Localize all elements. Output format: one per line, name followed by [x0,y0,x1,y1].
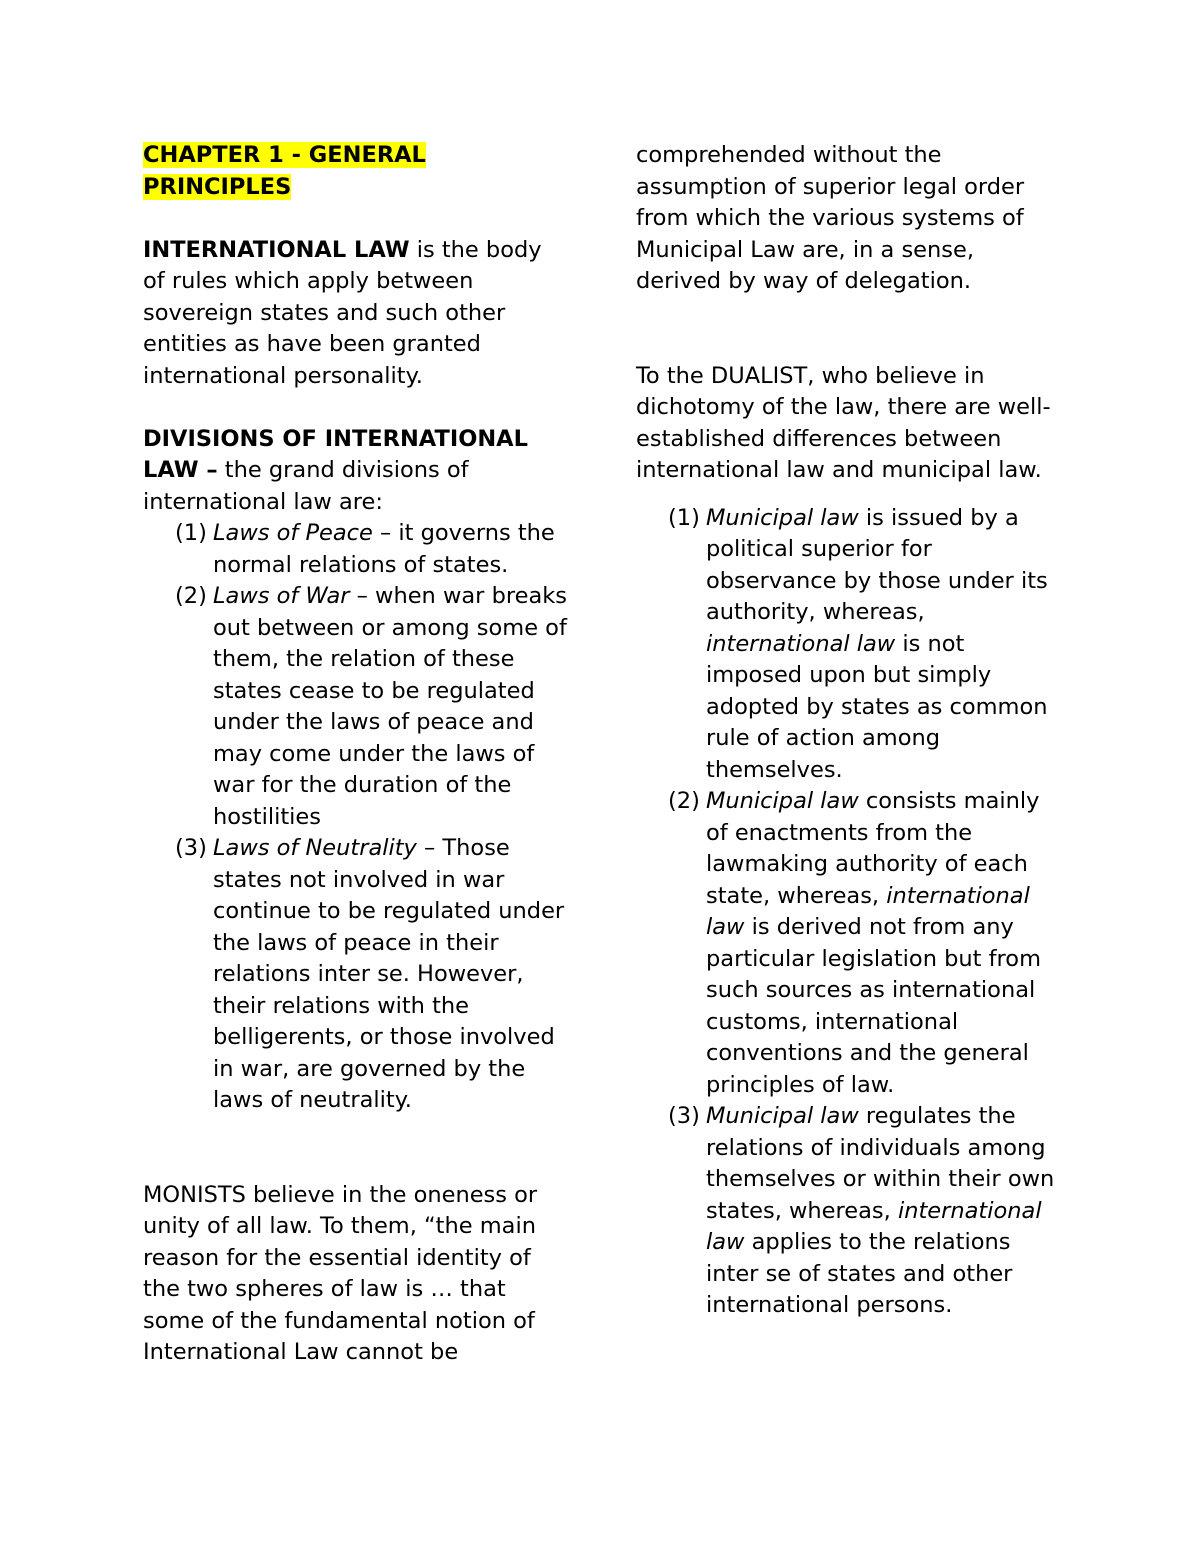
divisions-definition: DIVISIONS OF INTERNATIONAL LAW – the grand divisions of international law are: [143,425,528,515]
monists-paragraph: MONISTS believe in the oneness or unity of all law. To them, “the main reason for the essential identity of the two spheres of law is … that some of the fundamental notion of International Law cannot be [143,1181,538,1365]
list-item: (2) Municipal law consists mainly of enactments from the lawmaking authority of each state, whereas, international law is derived not from any particular legislation but from such sources as international customs, international conventions and the general principles of law. [668,788,1041,1098]
right-column [636,140,1061,1322]
dualist-paragraph: To the DUALIST, who believe in dichotomy of the law, there are well-established differences between international law and municipal law. [636,362,1051,483]
international-law-definition: INTERNATIONAL LAW is the body of rules which apply between sovereign states and such other entities as have been granted international personality. [143,236,542,389]
list-item: (2) Laws of War – when war breaks out between or among some of them, the relation of these states cease to be regulated under the laws of peace and may come under the laws of war for the duration of the hostilities [175,583,567,830]
list-item: (1) Laws of Peace – it governs the normal relations of states. [175,520,555,578]
list-item: (3) Laws of Neutrality – Those states not involved in war continue to be regulated under the laws of peace in their relations inter se. However, their relations with the belligerents, or those involved in war, are governed by the laws of neutrality. [175,835,565,1113]
list-item: (1) Municipal law is issued by a political superior for observance by those under its authority, whereas, international law is not imposed upon but simply adopted by states as common rule of action among themselves. [668,504,1048,783]
chapter-title-line-2: PRINCIPLES [143,173,292,200]
differences-list [636,503,1061,1322]
divisions-list [143,518,568,1117]
left-column [143,140,568,1369]
list-item: (3) Municipal law regulates the relations of individuals among themselves or within their own states, whereas, international law applies to the relations inter se of states and other international persons. [668,1103,1055,1318]
monists-continuation: comprehended without the assumption of superior legal order from which the various systems of Municipal Law are, in a sense, derived by way of delegation. [636,142,1025,294]
chapter-title [143,140,568,203]
chapter-title-line-1: CHAPTER 1 - GENERAL [143,142,426,168]
international-law-term: INTERNATIONAL LAW [143,236,410,263]
divisions-term: DIVISIONS OF INTERNATIONAL LAW – [143,425,528,483]
